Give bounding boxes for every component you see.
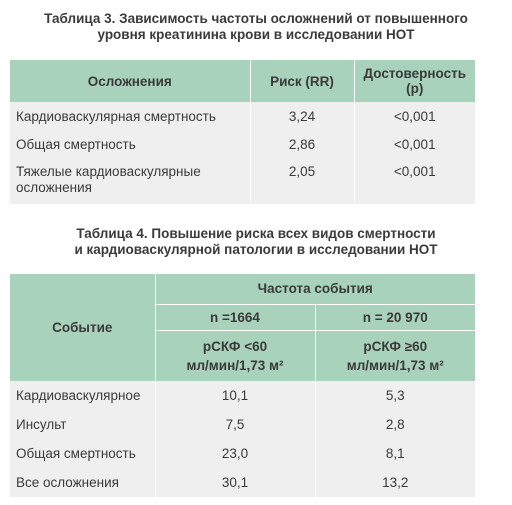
table3	[10, 60, 475, 204]
table-row	[10, 468, 475, 497]
table-row	[10, 102, 475, 130]
table4-header-frequency: Частота события	[155, 274, 475, 304]
table4-caption	[0, 226, 512, 258]
table3-row-label: Кардиоваскулярная смертность	[10, 102, 250, 130]
table3-header-risk: Риск (RR)	[250, 60, 354, 102]
table4-row-group2: 5,3	[315, 381, 475, 410]
table4-row-label: Инсульт	[10, 410, 155, 439]
table3-row-p: <0,001	[354, 102, 475, 130]
table4-caption-line1: Таблица 4. Повышение риска всех видов смертности	[76, 226, 436, 241]
table4-caption-line2: и кардиоваскулярной патологии в исследовании НОТ	[74, 242, 438, 257]
table4-row-label: Общая смертность	[10, 439, 155, 468]
table3-row-p: <0,001	[354, 159, 475, 204]
table-row	[10, 159, 475, 204]
table4	[10, 274, 475, 497]
table4-row-group1: 30,1	[155, 468, 315, 497]
table-row	[10, 130, 475, 159]
table4-row-group1: 23,0	[155, 439, 315, 468]
table4-group2-line1: рСКФ ≥60	[363, 338, 428, 354]
table4-group1-line1: рСКФ <60	[202, 338, 268, 354]
table4-row-label: Кардиоваскулярное	[10, 381, 155, 410]
table3-caption	[0, 11, 512, 43]
table-row	[10, 381, 475, 410]
table-row	[10, 439, 475, 468]
table4-row-group1: 10,1	[155, 381, 315, 410]
table4-header-group2-gfr	[315, 330, 475, 381]
table4-row-group2: 8,1	[315, 439, 475, 468]
table3-caption-line1: Таблица 3. Зависимость частоты осложнений от повышенного	[44, 11, 468, 26]
table-row	[10, 410, 475, 439]
table4-header-group1-n: n =1664	[155, 304, 315, 330]
table3-row-risk: 2,86	[250, 130, 354, 159]
table3-row-risk: 3,24	[250, 102, 354, 130]
table3-caption-line2: уровня креатинина крови в исследовании НОТ	[97, 27, 415, 42]
table3-row-p: <0,001	[354, 130, 475, 159]
table4-header-group1-gfr	[155, 330, 315, 381]
table4-row-label: Все осложнения	[10, 468, 155, 497]
table3-row-label: Тяжелые кардиоваскулярные осложнения	[10, 159, 250, 204]
table4-header-event: Событие	[10, 274, 155, 381]
table3-row-risk: 2,05	[250, 159, 354, 204]
table4-header-group2-n: n = 20 970	[315, 304, 475, 330]
table3-header-row	[10, 60, 475, 102]
table4-header-row	[10, 274, 475, 304]
table4-group1-line2: мл/мин/1,73 м²	[186, 357, 284, 373]
table4-group2-line2: мл/мин/1,73 м²	[346, 357, 444, 373]
table4-row-group2: 2,8	[315, 410, 475, 439]
table4-row-group2: 13,2	[315, 468, 475, 497]
table4-row-group1: 7,5	[155, 410, 315, 439]
table3-row-label: Общая смертность	[10, 130, 250, 159]
table3-header-significance: Достоверность (р)	[354, 60, 475, 102]
table3-header-complications: Осложнения	[10, 60, 250, 102]
